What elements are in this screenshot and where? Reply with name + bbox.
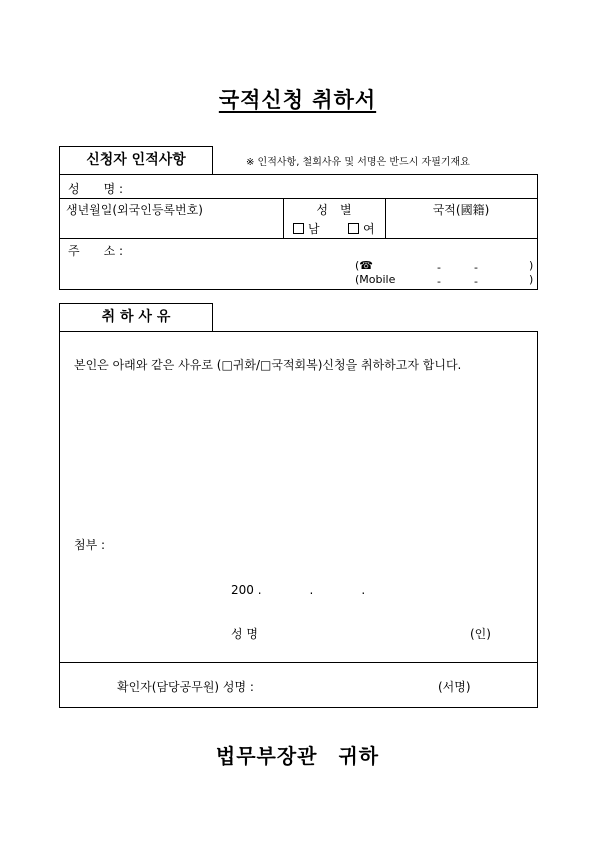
divider xyxy=(59,238,538,239)
withdrawal-statement: 본인은 아래와 같은 사유로 (□귀화/□국적회복)신청을 취하하고자 합니다. xyxy=(74,358,462,372)
phone-close: ) xyxy=(529,259,534,272)
confirmer-label: 확인자(담당공무원) 성명 : xyxy=(117,680,254,694)
applicant-info-tab-label: 신청자 인적사항 xyxy=(86,152,186,168)
phone-prefix: (☎ xyxy=(355,259,373,272)
dob-label: 생년월일(외국인등록번호) xyxy=(66,203,203,217)
mobile-close: ) xyxy=(529,273,534,286)
attachment-label: 첨부 : xyxy=(74,538,106,552)
address-label: 주 소 : xyxy=(68,244,124,258)
divider xyxy=(59,198,538,199)
sex-female-option[interactable]: 여 xyxy=(348,220,375,237)
withdrawal-reason-tab xyxy=(59,303,213,332)
applicant-info-tab xyxy=(59,146,213,175)
sex-male-option[interactable]: 남 xyxy=(293,220,320,237)
name-label: 성 명 : xyxy=(68,182,124,196)
divider xyxy=(59,662,538,663)
phone-dashes: - - xyxy=(437,261,478,274)
checkbox-icon xyxy=(348,223,359,234)
seal-mark: (인) xyxy=(470,627,491,641)
nationality-label: 국적(國籍) xyxy=(432,203,490,217)
handwriting-note: ※ 인적사항, 철회사유 및 서명은 반드시 자필기재요 xyxy=(246,157,470,168)
sex-label: 성 별 xyxy=(316,203,352,217)
date-line: 200 . . . xyxy=(231,583,366,597)
checkbox-icon xyxy=(293,223,304,234)
confirmer-signature: (서명) xyxy=(438,680,471,694)
withdrawal-reason-box xyxy=(59,331,538,708)
signature-label: 성 명 xyxy=(231,627,258,641)
mobile-dashes: - - xyxy=(437,275,478,288)
mobile-prefix: (Mobile xyxy=(355,273,396,286)
document-title: 국적신청 취하서 xyxy=(218,88,377,112)
withdrawal-reason-tab-label: 취 하 사 유 xyxy=(101,309,171,325)
addressee: 법무부장관 귀하 xyxy=(215,744,380,768)
